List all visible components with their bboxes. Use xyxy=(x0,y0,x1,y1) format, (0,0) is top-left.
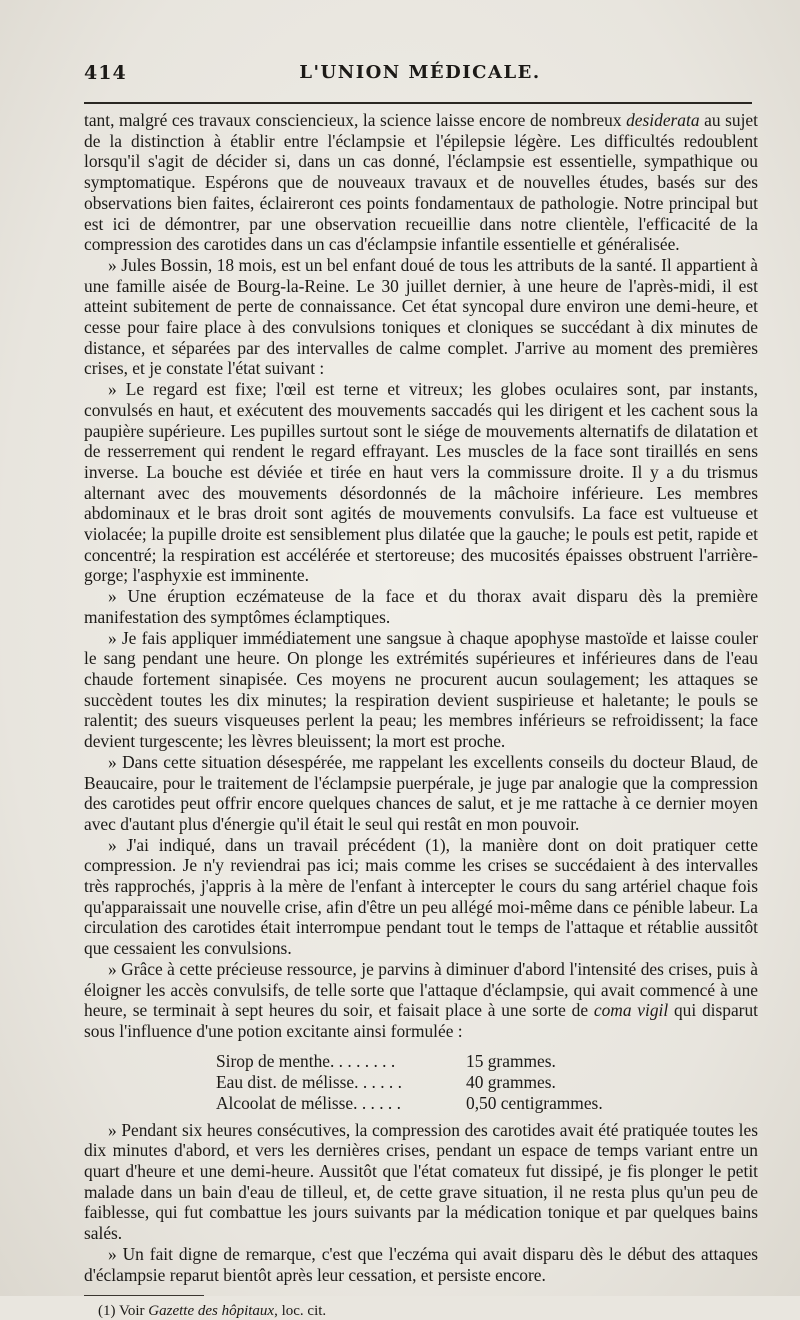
paragraph xyxy=(84,110,758,255)
text-run: au sujet de la distinction à établir entre l'éclampsie et l'épilepsie légère. Les difficultés redoublent lorsqu'il s'agit de décider si, dans un cas donné, l'éclampsie est essentielle, sympathique ou symptomatique. Espérons que de nouveaux travaux et de nouvelles études, basés sur des observations bien faites, éclaireront ces points fondamentaux de pathologie. Notre principal but est ici de démontrer, par une observation recueillie dans notre clientèle, l'efficacité de la compression des carotides dans un cas d'éclampsie infantile essentielle et généralisée. xyxy=(84,110,758,255)
paragraphs-after-formula xyxy=(84,1120,758,1286)
text-run: tant, malgré ces travaux consciencieux, la science laisse encore de nombreux xyxy=(84,110,627,130)
text-run: » Un fait digne de remarque, c'est que l'eczéma qui avait disparu dès le début des attaques d'éclampsie reparut bientôt après leur cessation, et persiste encore. xyxy=(84,1243,758,1285)
formula-row xyxy=(216,1072,636,1093)
ingredient-name: Eau dist. de mélisse. . . . . . xyxy=(216,1071,402,1092)
formula-row xyxy=(216,1093,636,1114)
text-run: » Grâce à cette précieuse ressource, je parvins à diminuer d'abord l'intensité des crises, puis à éloigner les accès convulsifs, de telle sorte que l'attaque d'éclampsie, qui avait commencé à une heure, se terminait à sept heures du soir, et faisait place à une sorte de xyxy=(84,958,758,1021)
text-run: » Dans cette situation désespérée, me rappelant les excellents conseils du docteur Blaud, de Beaucaire, pour le traitement de l'éclampsie puerpérale, je juge par analogie que la compression des carotides peut offrir encore quelques chances de salut, et je me rattache à ce dernier moyen avec d'autant plus d'énergie qu'il était le seul qui restât en mon pouvoir. xyxy=(84,751,758,834)
text-run: » Une éruption eczémateuse de la face et du thorax avait disparu dès la première manifestation des symptômes éclamptiques. xyxy=(84,586,758,627)
text-run: » Je fais appliquer immédiatement une sangsue à chaque apophyse mastoïde et laisse couler le sang pendant une heure. On plonge les extrémités supérieures et inférieures dans de l'eau chaude fortement sinapisée. Ces moyens ne procurent aucun soulagement; les attaques se succèdent toutes les dix minutes; la respiration devient suspirieuse et haletante; le pouls se ralentit; des sueurs visqueuses perlent la peau; les membres inférieurs se refroidissent; la face devient turgescente; les lèvres bleuissent; la mort est proche. xyxy=(84,627,758,752)
text-run: , loc. cit. xyxy=(274,1303,327,1320)
paragraph xyxy=(84,1244,758,1285)
footnote-rule xyxy=(84,1295,204,1296)
text-run: » Pendant six heures consécutives, la compression des carotides avait été pratiquée toutes les dix minutes d'abord, et vers les dernières crises, pendant un espace de temps variant entre un quart d'heure et une demi-heure. Aussitôt que l'état comateux fut dissipé, je fis plonger le petit malade dans un bain d'eau de tilleul, et, de cette grave situation, il ne resta plus qu'un peu de faiblesse, qui fut combattue les jours suivants par la médication tonique et par quelques bains salés. xyxy=(84,1119,758,1244)
paragraph xyxy=(84,379,758,586)
paragraph xyxy=(84,752,758,835)
text-run: » J'ai indiqué, dans un travail précédent (1), la manière dont on doit pratiquer cette compression. Je n'y reviendrai pas ici; mais comme les crises se succédaient à des intervalles très rapprochés, j'appris à la mère de l'enfant à intercepter le cours du sang artériel chaque fois qu'apparaissait une nouvelle crise, afin d'être un peu allégé moi-même dans ce pénible labeur. La circulation des carotides était interrompue pendant tout le temps de l'attaque et rétablie aussitôt que cessaient les convulsions. xyxy=(84,834,758,959)
ingredient-dose: 40 grammes. xyxy=(466,1071,556,1092)
italic-text-run: coma vigil xyxy=(593,1000,669,1021)
header-rule xyxy=(84,102,752,104)
footnote xyxy=(84,1302,758,1320)
formula-row xyxy=(216,1051,636,1072)
ingredient-name: Alcoolat de mélisse. . . . . . xyxy=(216,1092,401,1113)
text-run: » Le regard est fixe; l'œil est terne et vitreux; les globes oculaires sont, par instants, convulsés en haut, et exécutent des mouvements saccadés qui les dirigent et les cachent sous la paupière supérieure. Les pupilles surtout sont le siége de mouvements alternatifs de dilatation et de resserrement qui rendent le regard effrayant. Les muscles de la face sont tiraillés en sens inverse. La bouche est déviée et tirée en haut vers la commissure droite. Il y a du trismus alternant avec des mouvements désordonnés de la mâchoire inférieure. Les membres abdominaux et le bras droit sont agités de mouvements convulsifs. La face est vultueuse et violacée; la pupille droite est sensiblement plus dilatée que la gauche; le pouls est petit, rapide et concentré; la respiration est accélérée et stertoreuse; des mucosités épaisses obstruent l'arrière-gorge; l'asphyxie est imminente. xyxy=(84,379,758,586)
paragraph xyxy=(84,835,758,959)
ingredient-dose: 15 grammes. xyxy=(466,1050,556,1071)
paragraphs-before-formula xyxy=(84,110,758,1042)
paragraph xyxy=(84,255,758,379)
ingredient-name: Sirop de menthe. . . . . . . . xyxy=(216,1050,396,1071)
article-body xyxy=(84,110,758,1320)
running-header xyxy=(84,62,756,92)
page-number: 414 xyxy=(84,62,127,84)
text-run: (1) Voir xyxy=(98,1303,149,1320)
prescription-formula xyxy=(216,1051,636,1114)
paragraph xyxy=(84,586,758,627)
italic-text-run: Gazette des hôpitaux xyxy=(148,1303,275,1320)
paragraph xyxy=(84,1120,758,1244)
paragraph xyxy=(84,628,758,752)
italic-text-run: desiderata xyxy=(626,110,700,130)
journal-title: L'UNION MÉDICALE. xyxy=(299,62,541,83)
text-run: qui disparut sous l'influence d'une potion excitante ainsi formulée : xyxy=(84,1000,758,1041)
text-run: » Jules Bossin, 18 mois, est un bel enfant doué de tous les attributs de la santé. Il appartient à une famille aisée de Bourg-la-Reine. Le 30 juillet dernier, à une heure de l'après-midi, il est atteint subitement de perte de connaissance. Cet état syncopal dure environ une demi-heure, et cesse pour faire place à des convulsions toniques et cloniques se succédant à dix minutes de distance, et séparées par des intervalles de calme complet. J'arrive au moment des premières crises, et je constate l'état suivant : xyxy=(84,254,758,379)
ingredient-dose: 0,50 centigrammes. xyxy=(466,1092,603,1113)
paragraph xyxy=(84,959,758,1042)
